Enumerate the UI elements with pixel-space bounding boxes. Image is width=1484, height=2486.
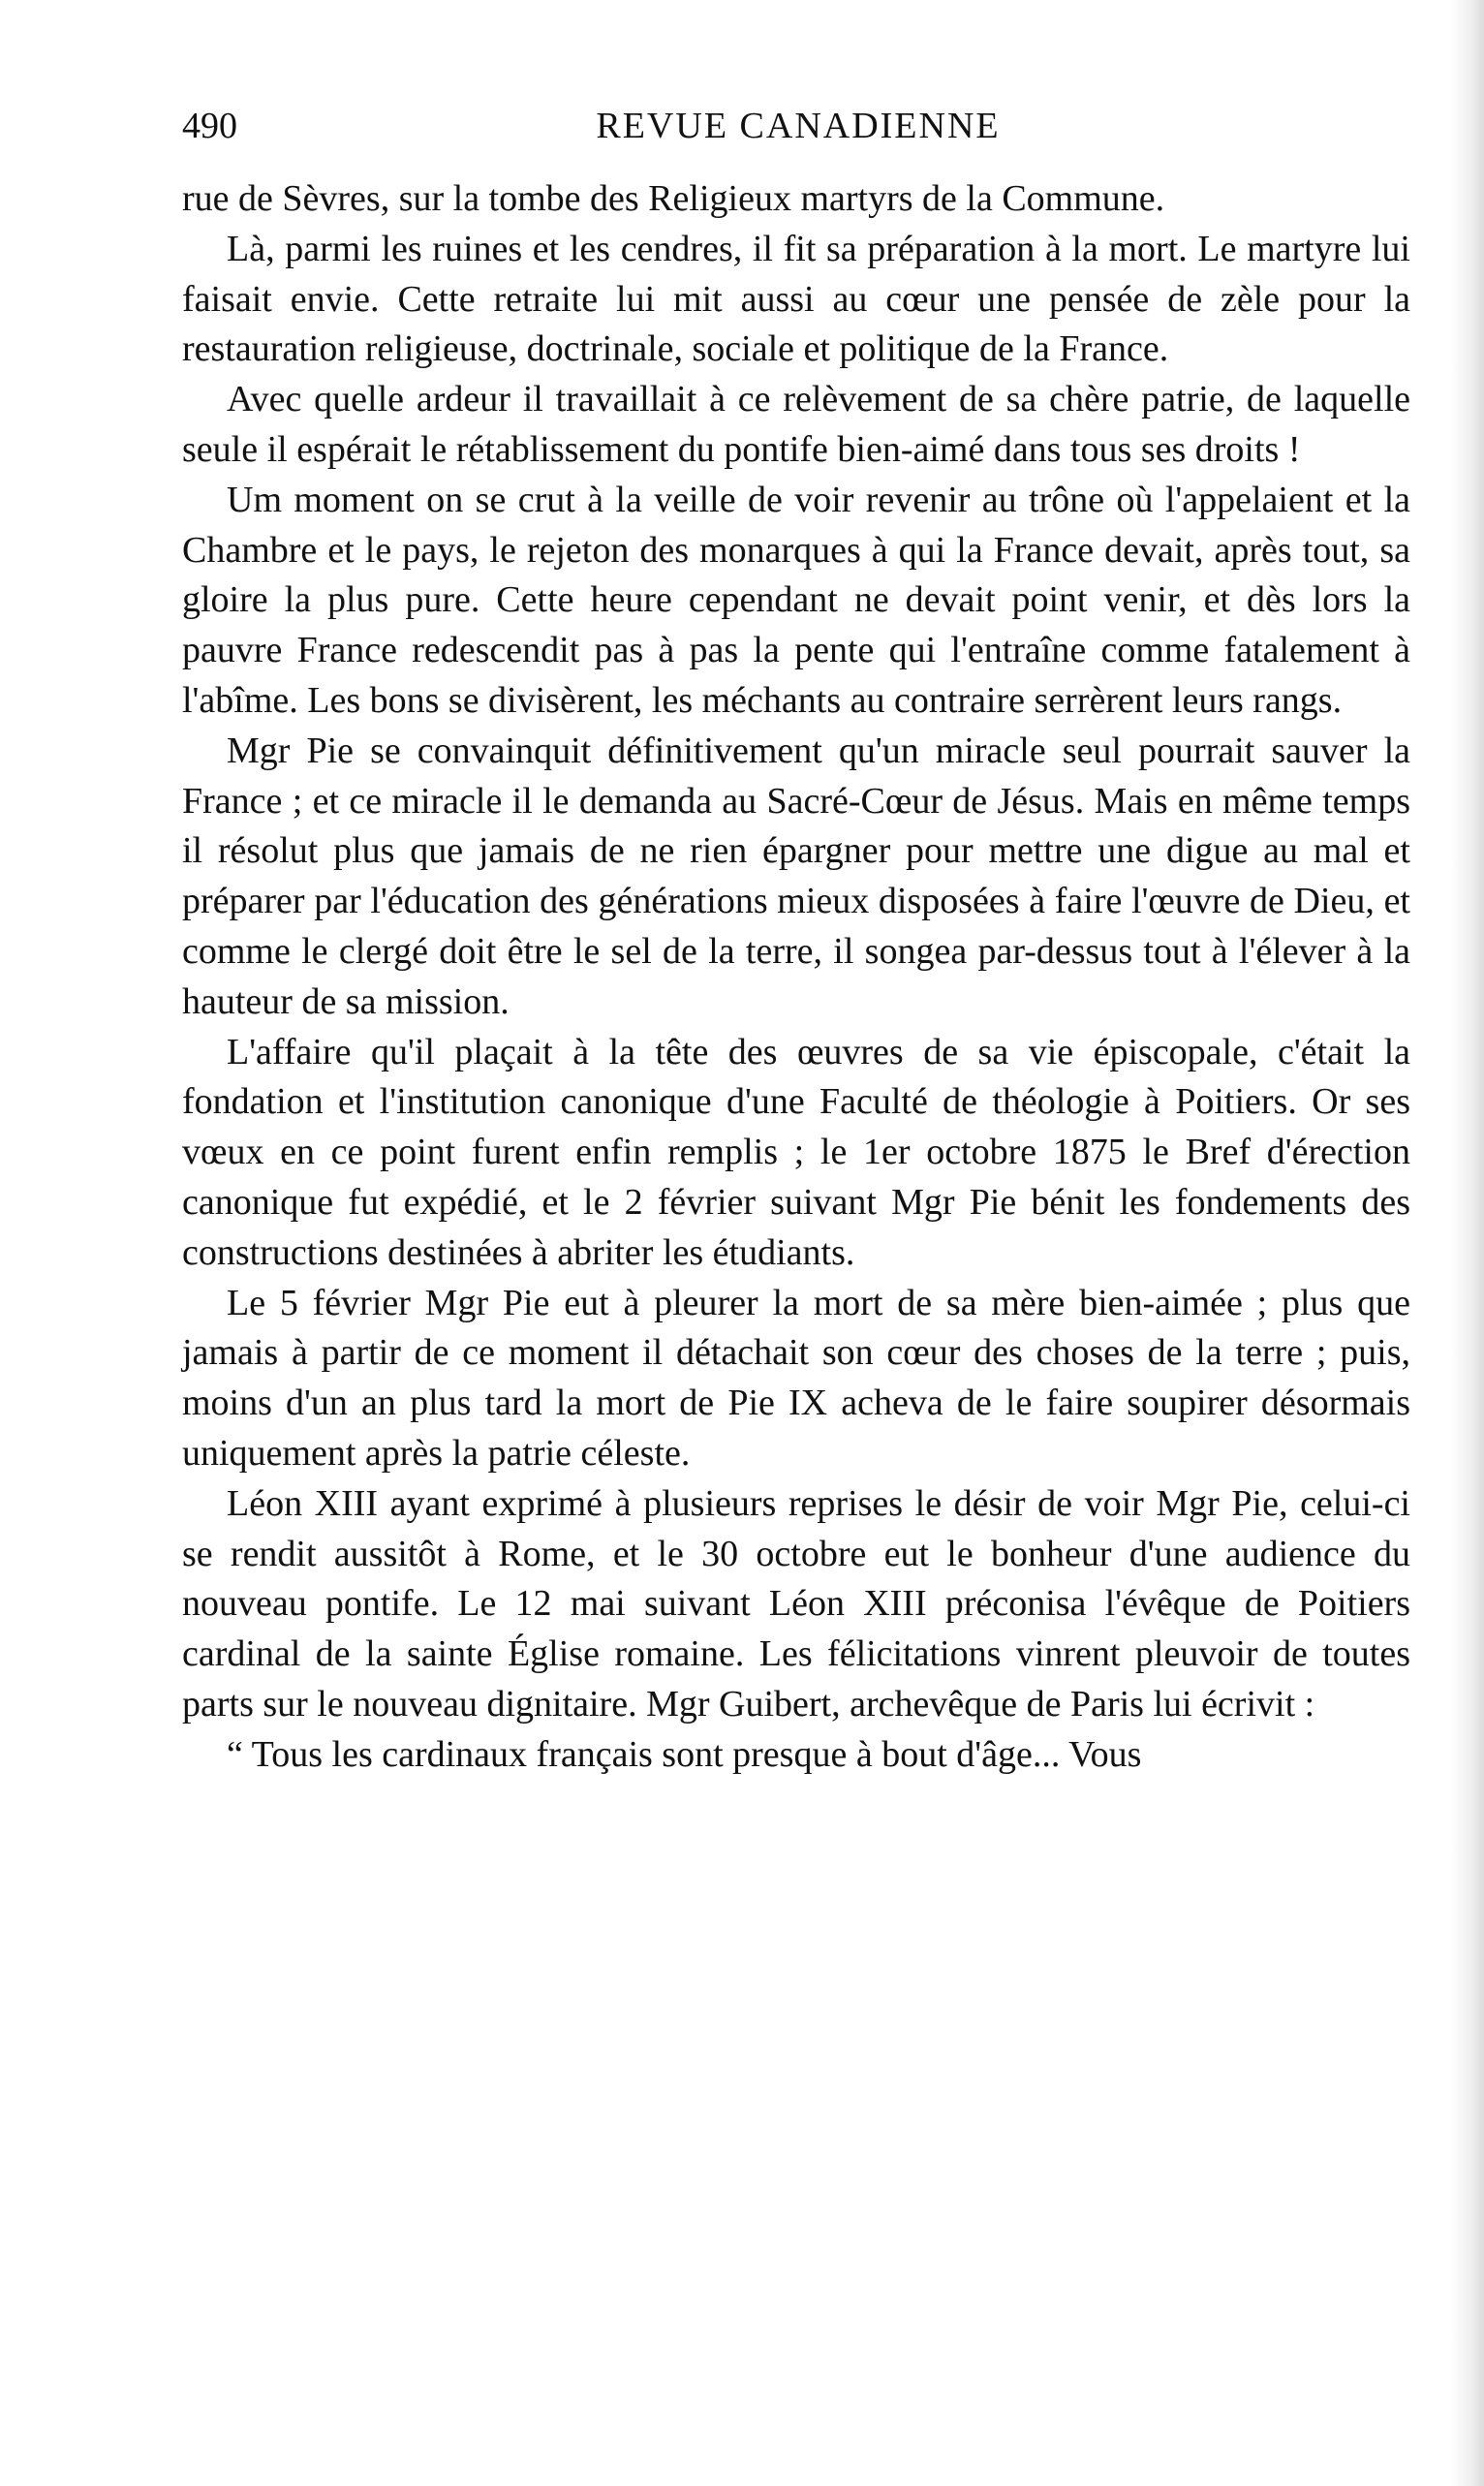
paragraph-quote: “ Tous les cardinaux français sont presque à bout d'âge... Vous	[227, 1733, 1142, 1775]
page-number: 490	[182, 106, 237, 146]
paragraph: Là, parmi les ruines et les cendres, il fit sa préparation à la mort. Le martyre lui faisait envie. Cette retraite lui mit aussi au cœur une pensée de zèle pour la restauration religieuse, doctrinale, sociale et politique de la France.	[182, 228, 1410, 370]
page-edge-shadow	[1451, 0, 1484, 2486]
running-title: REVUE CANADIENNE	[596, 106, 1001, 146]
paragraph: Léon XIII ayant exprimé à plusieurs reprises le désir de voir Mgr Pie, celui-ci se rendit aussitôt à Rome, et le 30 octobre eut le bonheur d'une audience du nouveau pontife. Le 12 mai suivant Léon XIII préconisa l'évêque de Poitiers cardinal de la sainte Église romaine. Les félicitations vinrent pleuvoir de toutes parts sur le nouveau dignitaire. Mgr Guibert, archevêque de Paris lui écrivit :	[182, 1482, 1410, 1725]
paragraph: Le 5 février Mgr Pie eut à pleurer la mort de sa mère bien-aimée ; plus que jamais à partir de ce moment il détachait son cœur des choses de la terre ; puis, moins d'un an plus tard la mort de Pie IX acheva de le faire soupirer désormais uniquement après la patrie céleste.	[182, 1282, 1410, 1474]
page-header	[182, 97, 1414, 155]
body-text	[182, 174, 1410, 1781]
paragraph-continuation: rue de Sèvres, sur la tombe des Religieux martyrs de la Commune.	[182, 178, 1165, 219]
paragraph: L'affaire qu'il plaçait à la tête des œuvres de sa vie épiscopale, c'était la fondation et l'institution canonique d'une Faculté de théologie à Poitiers. Or ses vœux en ce point furent enfin remplis ; le 1er octobre 1875 le Bref d'érection canonique fut expédié, et le 2 février suivant Mgr Pie bénit les fondements des constructions destinées à abriter les étudiants.	[182, 1031, 1410, 1273]
paragraph: Mgr Pie se convainquit définitivement qu'un miracle seul pourrait sauver la France ; et ce miracle il le demanda au Sacré-Cœur de Jésus. Mais en même temps il résolut plus que jamais de ne rien épargner pour mettre une digue au mal et préparer par l'éducation des générations mieux disposées à faire l'œuvre de Dieu, et comme le clergé doit être le sel de la terre, il songea par-dessus tout à l'élever à la hauteur de sa mission.	[182, 730, 1410, 1022]
paragraph: Um moment on se crut à la veille de voir revenir au trône où l'appelaient et la Chambre et le pays, le rejeton des monarques à qui la France devait, après tout, sa gloire la plus pure. Cette heure cependant ne devait point venir, et dès lors la pauvre France redescendit pas à pas la pente qui l'entraîne comme fatalement à l'abîme. Les bons se divisèrent, les méchants au contraire serrèrent leurs rangs.	[182, 479, 1410, 721]
paragraph: Avec quelle ardeur il travaillait à ce relèvement de sa chère patrie, de laquelle seule il espérait le rétablissement du pontife bien-aimé dans tous ses droits !	[182, 379, 1410, 470]
